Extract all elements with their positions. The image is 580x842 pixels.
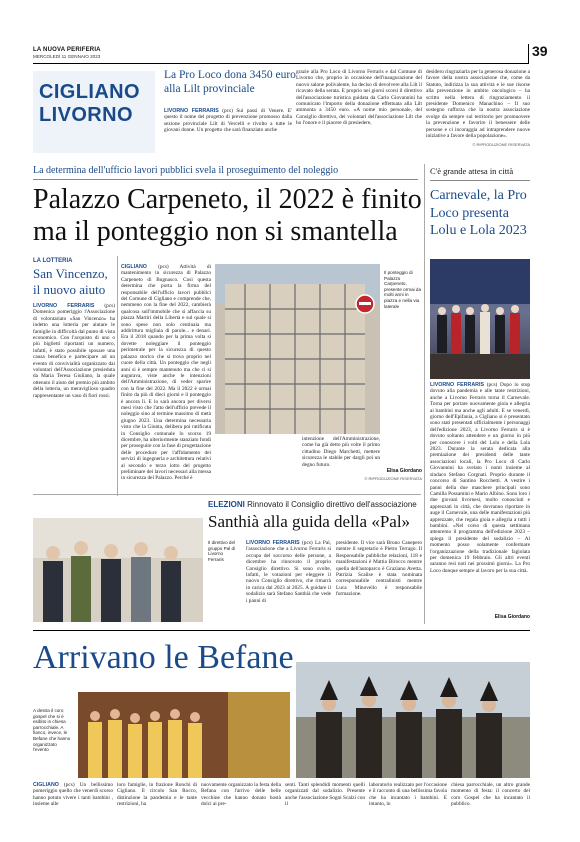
masthead-rule — [33, 63, 528, 64]
lotteria-text: Domenica pomeriggio l'Associazione di volontariato «San Vincenzo» ha indetto una lotteria per aiutare le famiglie in difficoltà dal punto di vista economico. Con l'acquisto di uno o più biglietti riportanti un numero, infatti, è stato possibile sposare una causa benefica e partecipare ad un evento di convivialità organizzato dai volontari dell'Associazione presieduta da Maria Teresa Giuliano, la quale ottenuto il aiuto del premio più ambito della lotteria, un meraviglioso quadro rappresentante un vaso di fiori rossi. — [33, 309, 115, 399]
carpeneto-lead: CIGLIANO — [121, 264, 147, 270]
carpeneto-credit: © RIPRODUZIONE RISERVATA — [364, 476, 422, 481]
carnevale-kicker: C'è grande attesa in città — [430, 166, 514, 176]
carpeneto-signature: Elisa Giordano — [386, 468, 422, 474]
proloco-credit: © RIPRODUZIONE RISERVATA — [472, 142, 530, 147]
proloco-col2: grazie alla Pro Loco di Livorno Ferraris e dal Comune di Livorno che, proprio in occasione dell'inaugurazione del nuovo salone polivalente, ha deciso di devolvere alla Lilt il ricavato della serata. E proprio nei giorni scorsi il direttivo dell'associazione turistica guidata da Carlo Giovannini ha comunicato l'importo della donazione effettuata alla Lilt ammonta a 3450 euro. «A nome mio personale, del Consiglio direttivo, dei volontari dell'associazione Lilt che ho l'onore e il piacere di presiedere, — [296, 69, 422, 127]
carnevale-divider — [424, 164, 425, 624]
lotteria-body — [33, 303, 115, 399]
carnevale-lead: LIVORNO FERRARIS — [430, 382, 485, 388]
befane-col3: nuovamente organizzato la festa della Befana con l'arrivo delle belle vecchine che hanno donato hostà dolci ai pre- — [201, 782, 281, 808]
befane-headline: Arrivano le Befane — [33, 639, 294, 676]
befane-col4: senti. Tanti splendidi momenti quelli organizzati dal sodalizio. Presente anche l'associazione Sogni Scalzi con il — [285, 782, 365, 808]
proloco-col1-tag: (pcs) — [222, 108, 233, 114]
befane-photo-left — [78, 692, 290, 778]
elezioni-caption: Il direttivo del gruppo Pal di Livorno Ferraris — [208, 540, 236, 562]
lotteria-kicker: LA LOTTERIA — [33, 258, 73, 264]
elezioni-kicker-line — [208, 500, 423, 509]
section-badge — [33, 71, 155, 153]
section-line2: LIVORNO — [39, 104, 133, 126]
elezioni-kicker-rest: Rinnovato il Consiglio direttivo dell'associazione — [247, 500, 417, 509]
befane-tag: (pcs) — [64, 782, 75, 788]
carnevale-signature: Elisa Giordano — [494, 614, 530, 620]
befane-witches-figures — [296, 662, 530, 778]
befane-col1-text: Un bellissimo pomeriggio quello che venerdì scorso hanno potuto vivere i tanti bambini , insieme alle — [33, 782, 114, 808]
proloco-col1 — [164, 108, 292, 134]
lotteria-lead: LIVORNO FERRARIS — [33, 303, 95, 309]
carpeneto-photo — [215, 264, 380, 434]
befane-col5: laboratorio realizzato per l'occasione e il racconto di una bellissima favola che ha incantato i bambini. E intanto, in — [369, 782, 447, 808]
elezioni-headline: Santhià alla guida della «Pal» — [208, 512, 411, 531]
masthead-paper: LA NUOVA PERIFERIA — [33, 47, 101, 53]
befane-top-rule — [33, 630, 530, 631]
elezioni-col1-text: La Pal, l'associazione che a Livorno Ferraris si occupa del soccorso delle persone, a dicembre ha rinnovato il proprio Consiglio direttivo. Si sono svolte, infatti, le votazioni per eleggere il nuovo Consiglio direttivo, che rimarrà in carica dal 2023 al 2025. A guidare il sodalizio sarà Stefano Santhià che vede i panni di — [246, 540, 331, 604]
carnevale-kicker-rule — [430, 180, 530, 181]
proloco-col1-text: Sui passi di Venere. E' questo il nome del progetto di prevenzione promosso dalla sezione provinciale Lilt di Vercelli e rivolto a tutte le giovani donne. Un progetto che sarà finanziato anche — [164, 108, 293, 134]
carnevale-photo — [430, 259, 530, 379]
lotteria-divider — [117, 256, 118, 496]
carnevale-body — [430, 382, 530, 612]
elezioni-lead: LIVORNO FERRARIS — [246, 540, 300, 546]
elezioni-col2: presidente. Il vice sarà Bruno Canepero mentre il segretario è Pietro Terrago. Il Responsabile pubbliche relazioni, 118 e manifestazioni è Mattia Birocco mentre quella dell'autoparco è Graziano Avetta. Patrizia Scalise è stata nominata corresponsabile centralinisti mentre Luca Minovello è responsabile formazione. — [336, 540, 422, 598]
befane-lead: CIGLIANO — [33, 782, 59, 788]
carpeneto-tag: (pcs) — [158, 264, 169, 270]
befane-col2: loro famiglie, in frazione Ronchi di Cigliano. Il circolo San Rocco, distinzione la pandemia e le tante restrizioni, ha — [117, 782, 197, 808]
carnevale-headline: Carnevale, la Pro Loco presenta Lolu e Lola 2023 — [430, 188, 527, 238]
masthead-date: MERCOLEDÌ 11 GENNAIO 2023 — [33, 54, 101, 59]
proloco-col3: desidero ringraziarla per la generosa donazione a favore della nostra associazione che, come da Statuto, indirizza la sua attività e le sue risorse alla prevenzione in ambito oncologico – ha scritto nella lettera di ringraziamento il presidente Domenico Manachino – Il suo sostegno rafforza che la nostra associazione svolge da sempre sul territorio per promuovere la prevenzione e favorire il benessere delle persone e ci incoraggia ad intraprendere nuove iniziative a favore della popolazione». — [426, 69, 530, 140]
carnevale-tag: (pcs) — [486, 382, 498, 388]
carpeneto-col1-text: Attività di mantenimento in sicurezza di Palazzo Carpeneto di Bugnasco. Così questa determina che porta la firma del responsabile dell'ufficio lavori pubblici del Comune di Cigliano e comprende che, nemmeno con la fine del 2022, cambierà qualcosa sull'immobile che si affaccia su piazza Martiri della Libertà e sul quale si sono spese non solo centinaia ma addirittura migliaia di parole... e denari. Era il 2018 quando per la prima volta si dovette noleggiare il ponteggio perimetrale per la sicurezza di questo palazzo storico che si trova proprio nel cuore della città. Un ponteggio che negli anni si è sempre mantenuto ma che ci si augurava, viste anche le intenzioni dell'Amministrazione, di veder sparire con la fine del 2022. Ma il 2022 è ormai finito da più di dieci giorni e il ponteggio è ancora lì. E lo sarà ancora per diversi mesi visto che l'atto dell'ufficio prevede il noleggio sino al termine massimo di metà giugno 2023. Una determina necessaria visto che la Giunta, delibera poi ratificata in Consiglio comunale lo scorso 19 dicembre, ha ulteriormente stanziato fondi per proseguire con la fase di progettazione delle procedure per l'affidamento dei servizi di ingegneria e architettura relativi al secondo e terzo lotto del progetto preliminare dei lavori necessari alla messa in sicurezza del Palazzo. Perché è — [121, 264, 211, 482]
carpeneto-col2 — [302, 436, 380, 468]
carpeneto-col2-text: intenzione dell'Amministrazione, come ha già detto più volte il primo cittadino Diego Marchetti, mettere sicurezza le stabile per dargli poi un degno futuro. — [302, 436, 380, 468]
befane-col1 — [33, 782, 113, 808]
carnevale-photo-figures — [430, 259, 530, 379]
carpeneto-col1 — [121, 264, 211, 512]
elezioni-photo — [33, 518, 203, 622]
befane-caption: A destra il coro gospel che si è esibito in chiesa parrocchiale. A fianco, invece, le Befane che hanno organizzato l'evento — [33, 708, 71, 753]
elezioni-photo-group — [33, 518, 203, 622]
lotteria-headline: San Vincenzo, il nuovo aiuto — [33, 266, 108, 297]
page-number: 39 — [532, 43, 548, 59]
proloco-headline: La Pro Loco dona 3450 euro alla Lilt provinciale — [164, 69, 296, 95]
carpeneto-kicker: La determina dell'ufficio lavori pubblici svela il proseguimento del noleggio — [33, 165, 339, 176]
carnevale-text: Dopo lo stop dovuto alla pandemia e alle tante restrizioni, anche a Livorno Ferraris torna il Carnevale. Torna per portare nuovamente gioia e allegria ai bambini ma anche agli adulti. E se venerdì, giorno dell'Epifania, a Cigliano si è presentato sono stati presentati ufficialmente i personaggi dell'edizione 2023, a Livorno Ferraris si è dovuto soltanto attendere e un giorno in più per conoscere i volti del Lolu e della Lola 2023. Durante la serata dedicata alla premiazione dei presidenti delle tante associazioni locali, la Pro Loco di Carlo Giovannini ha svelato i nomi insieme al sindaco Stefano Corgnati. Proprio durante il concorso di Santino Rocchetti. A vestire i panni della due maschere principali sono Camilla Possamini e Mario Albino. Sono loro i due giovani livornesi, molto conosciuti e apprezzati in città, che dovranno riportare in auge il Carnevale, una delle manifestazioni più apprezzate, che regala gioia e allegria a tutti i bambini. «Nel corso di questa settimana attenremo il programma dell'edizione 2023 – spiega il presidente del sodalizio – Al momento posso solamente confermare l'organizzazione della tradizionale fagiolata per domenica 19 febbraio. Gli altri eventi saranno resi noti nei prossimi giorni». La Pro Loco dunque sempre al lavoro per la sua città. — [430, 382, 530, 574]
proloco-col1-lead: LIVORNO FERRARIS — [164, 108, 219, 114]
befane-col6: chiesa parrocchiale, un altro grande momento di festa: il concerto del coro Gospel che ha incantato il pubblico. — [451, 782, 530, 808]
befane-photo-right — [296, 662, 530, 778]
lotteria-tag: (pcs) — [104, 303, 115, 309]
carpeneto-caption: Il ponteggio di Palazzo Carpeneto, presente ormai da molti anni in piazza e nella via laterale — [384, 270, 422, 309]
carpeneto-kicker-rule — [33, 179, 418, 180]
carpeneto-headline: Palazzo Carpeneto, il 2022 è finito ma il ponteggio non si smantella — [33, 184, 422, 247]
elezioni-col1 — [246, 540, 331, 604]
section-line1: CIGLIANO — [39, 81, 140, 103]
elezioni-top-rule — [33, 494, 421, 495]
page-number-divider — [528, 44, 529, 64]
elezioni-tag: (pcs) — [302, 540, 313, 546]
carpeneto-photo-scaffold — [215, 264, 380, 434]
elezioni-kicker: ELEZIONI — [208, 500, 245, 509]
befane-choir-figures — [78, 692, 290, 778]
